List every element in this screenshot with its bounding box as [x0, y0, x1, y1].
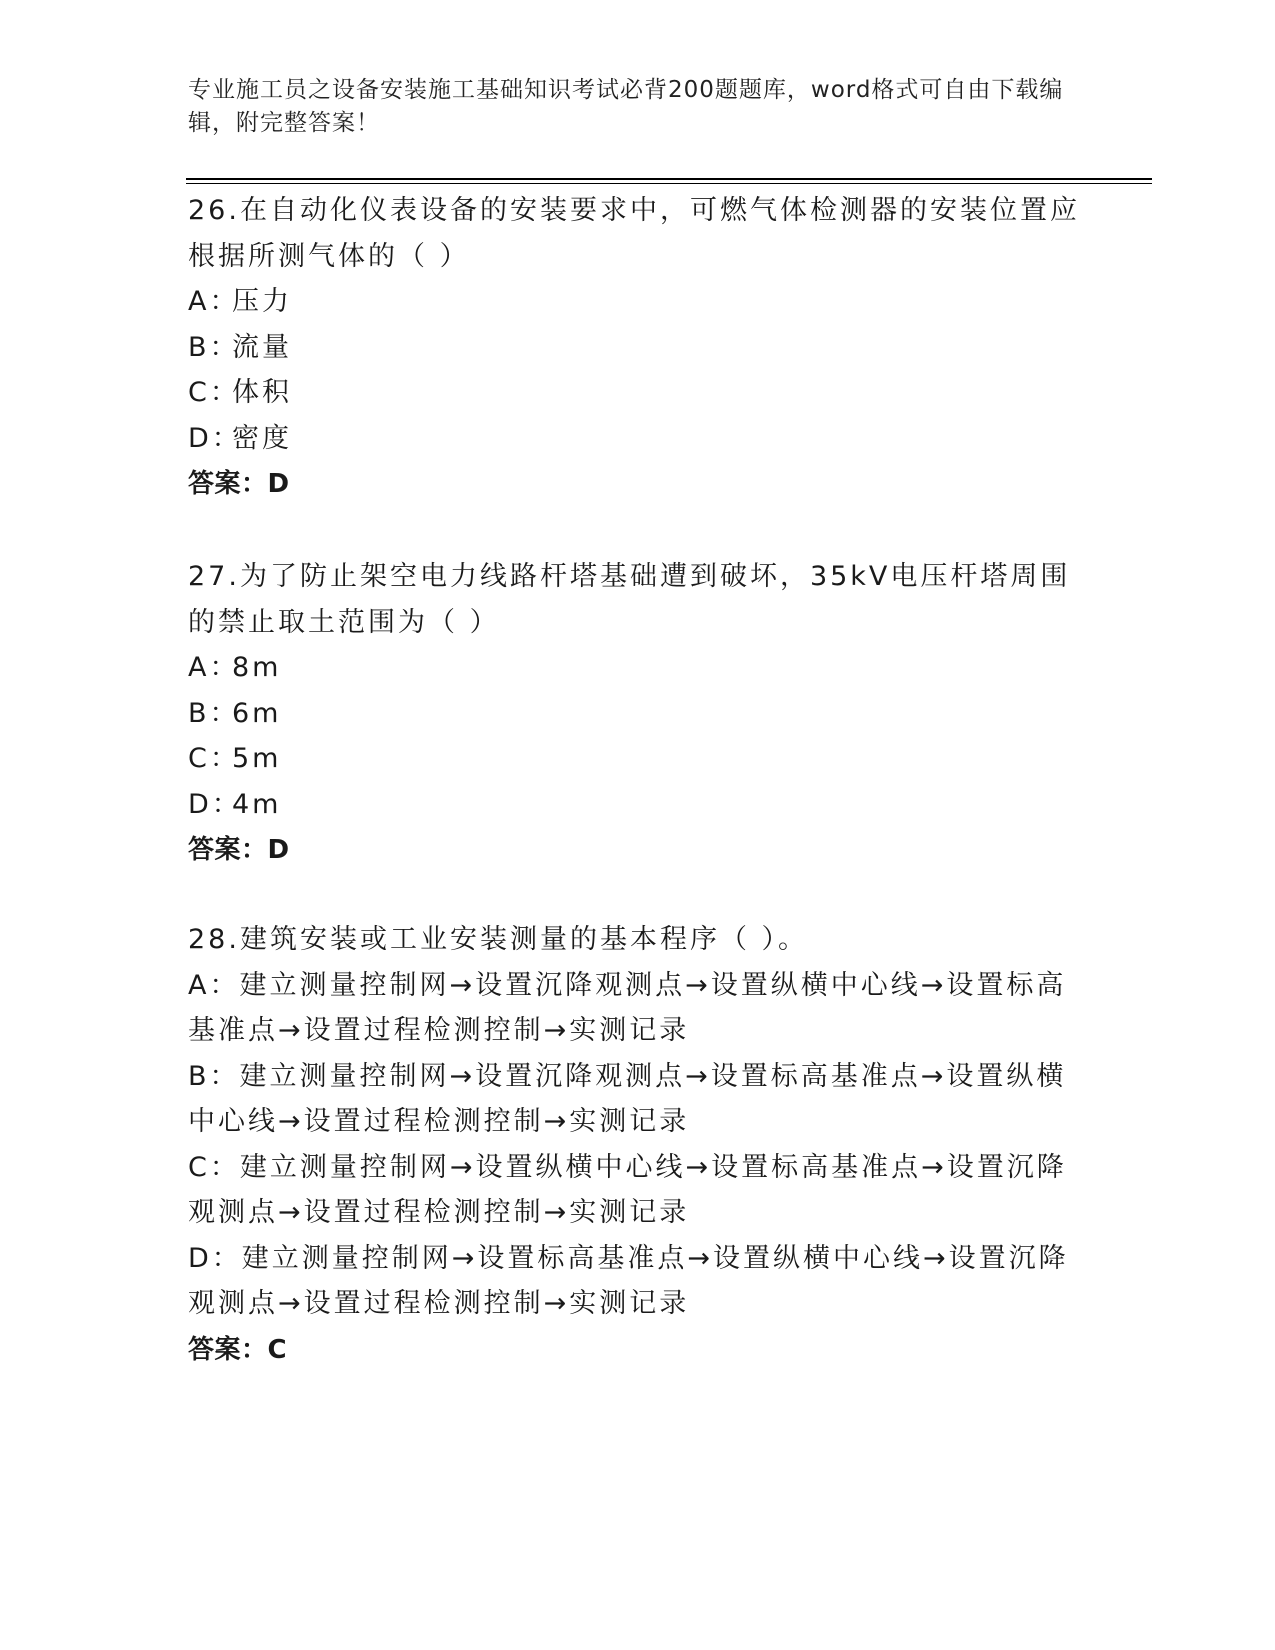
question-28 [188, 917, 1088, 1373]
option-key: D： [188, 788, 242, 820]
option-text: 建立测量控制网→设置沉降观测点→设置标高基准点→设置纵横中心线→设置过程检测控制→实测记录 [188, 1060, 1067, 1137]
header-divider-thin [186, 183, 1152, 184]
option-text: 建立测量控制网→设置标高基准点→设置纵横中心线→设置沉降观测点→设置过程检测控制→实测记录 [188, 1242, 1069, 1319]
option-b [188, 325, 1088, 371]
option-c [188, 1145, 1088, 1236]
question-stem: 27.为了防止架空电力线路杆塔基础遭到破坏，35kV电压杆塔周围的禁止取土范围为（ ） [188, 561, 1071, 638]
option-text: 建立测量控制网→设置纵横中心线→设置标高基准点→设置沉降观测点→设置过程检测控制→实测记录 [188, 1151, 1067, 1228]
option-key: A： [188, 286, 240, 317]
option-text: 流量 [232, 331, 292, 363]
option-d [188, 1236, 1088, 1327]
option-key: A： [188, 969, 240, 1001]
option-key: D： [188, 1242, 242, 1274]
option-text: 6m [232, 697, 282, 729]
option-key: B： [188, 697, 240, 729]
option-key: D： [188, 422, 242, 454]
option-text: 体积 [232, 377, 292, 408]
answer: 答案：D [188, 835, 290, 865]
document-intro: 专业施工员之设备安装施工基础知识考试必背200题题库，word格式可自由下载编辑，附完整答案！ [188, 77, 1064, 136]
question-27 [188, 554, 1088, 873]
option-a [188, 645, 1088, 691]
header-divider-thick [186, 178, 1152, 180]
option-key: A： [188, 652, 240, 683]
question-26 [188, 188, 1088, 507]
answer: 答案：C [188, 1334, 288, 1365]
answer: 答案：D [188, 469, 290, 499]
option-text: 5m [232, 743, 282, 774]
option-key: B： [188, 1060, 240, 1092]
option-text: 建立测量控制网→设置沉降观测点→设置纵横中心线→设置标高基准点→设置过程检测控制→实测记录 [188, 969, 1067, 1046]
option-text: 4m [232, 788, 282, 820]
question-stem: 26.在自动化仪表设备的安装要求中，可燃气体检测器的安装位置应根据所测气体的（ ） [188, 195, 1080, 272]
option-b [188, 1054, 1088, 1145]
option-a [188, 963, 1088, 1054]
option-a [188, 279, 1088, 325]
option-d [188, 782, 1088, 828]
option-c [188, 370, 1088, 416]
option-key: C： [188, 377, 240, 408]
option-b [188, 691, 1088, 737]
option-key: B： [188, 331, 240, 363]
option-key: C： [188, 1151, 240, 1183]
option-key: C： [188, 743, 240, 774]
option-d [188, 416, 1088, 462]
option-text: 8m [232, 652, 282, 683]
option-c [188, 736, 1088, 782]
option-text: 密度 [232, 422, 292, 454]
question-stem: 28.建筑安装或工业安装测量的基本程序（ ）。 [188, 924, 809, 955]
option-text: 压力 [232, 286, 292, 317]
